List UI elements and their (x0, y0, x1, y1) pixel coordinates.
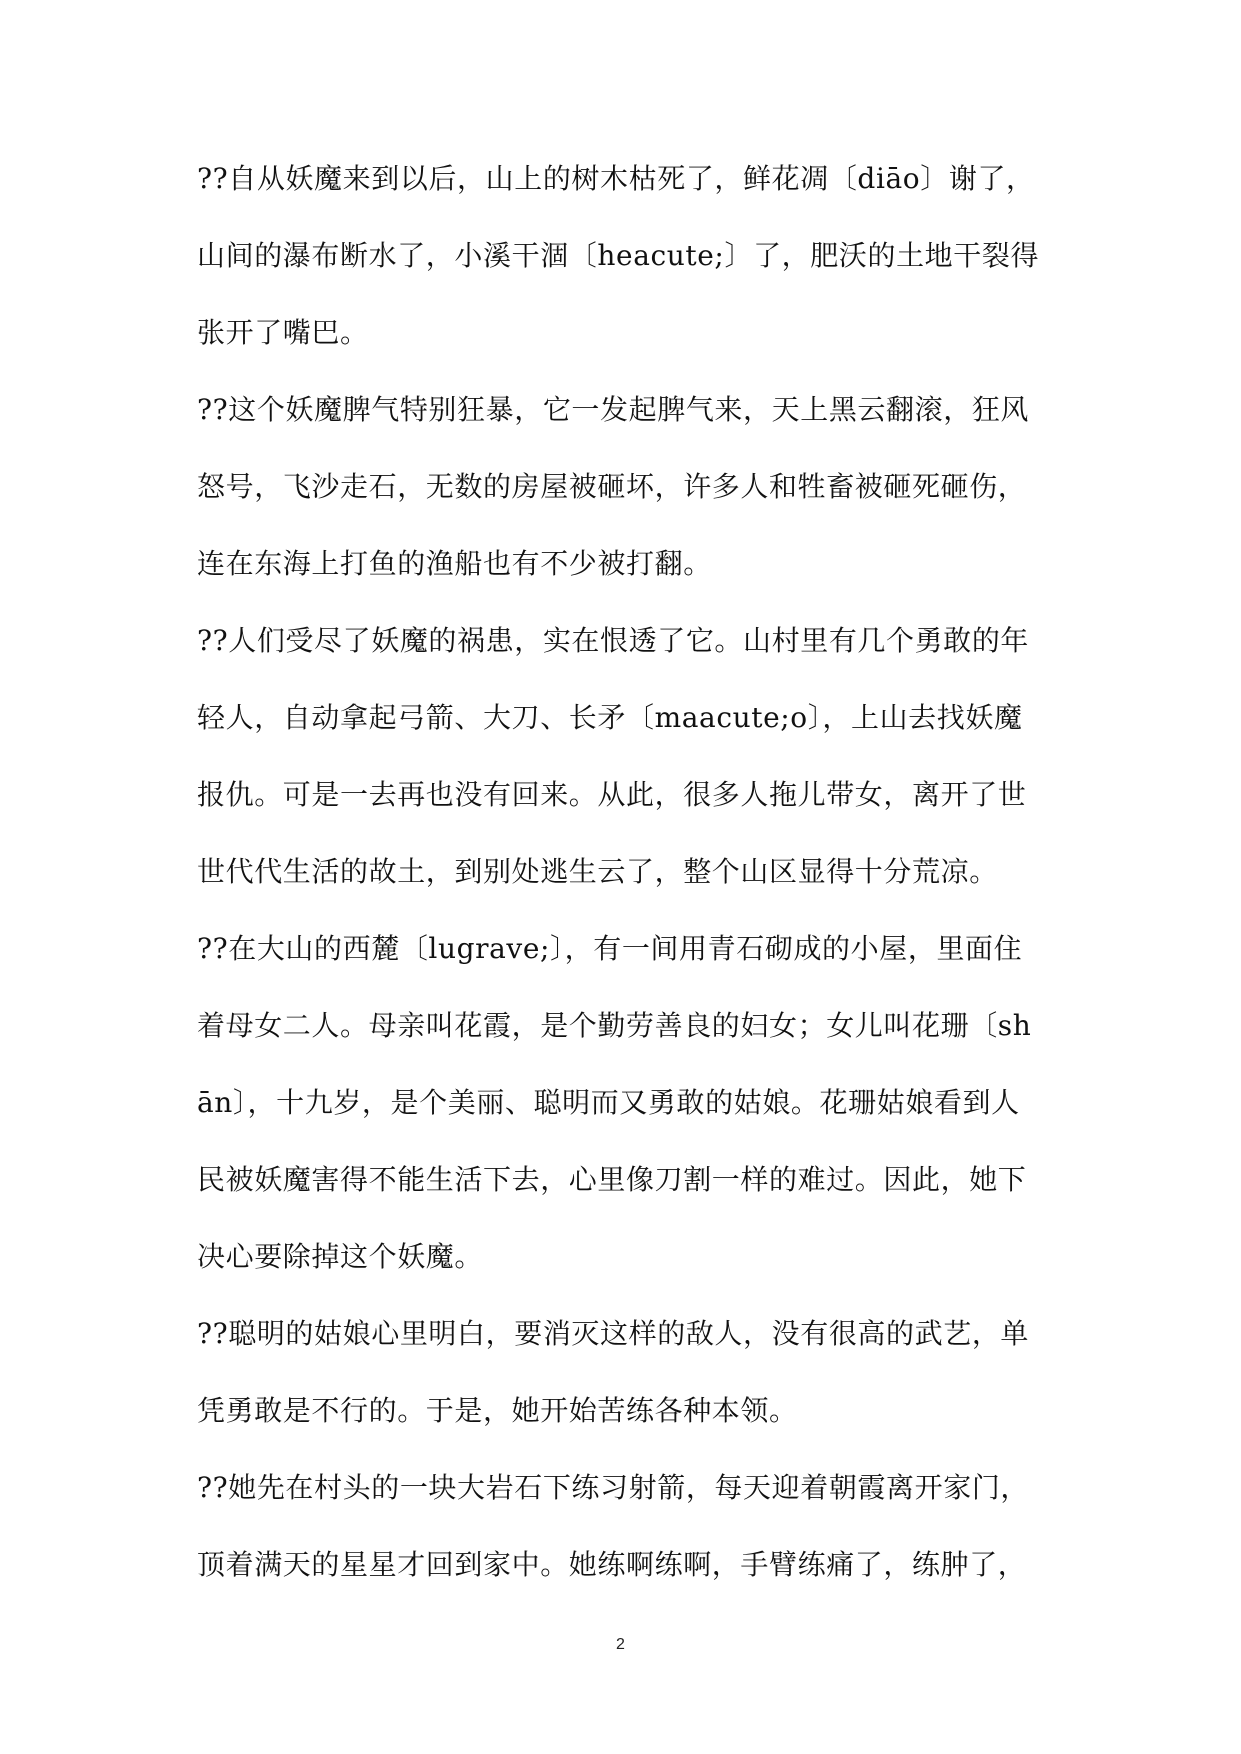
text-line: 轻人，自动拿起弓箭、大刀、长矛〔maacute;o〕，上山去找妖魔 (197, 701, 1023, 734)
text-line: 张开了嘴巴。 (197, 316, 369, 349)
text-line: ??她先在村头的一块大岩石下练习射箭，每天迎着朝霞离开家门， (197, 1471, 1030, 1504)
text-line: ??聪明的姑娘心里明白，要消灭这样的敌人，没有很高的武艺，单 (197, 1317, 1030, 1350)
text-line: ??在大山的西麓〔lugrave;〕，有一间用青石砌成的小屋，里面住 (197, 932, 1023, 965)
text-line: ??这个妖魔脾气特别狂暴，它一发起脾气来，天上黑云翻滚，狂风 (197, 393, 1030, 426)
text-line: ān〕，十九岁，是个美丽、聪明而又勇敢的姑娘。花珊姑娘看到人 (197, 1086, 1020, 1119)
text-line: 报仇。可是一去再也没有回来。从此，很多人拖儿带女，离开了世 (197, 778, 1027, 811)
text-line: 民被妖魔害得不能生活下去，心里像刀割一样的难过。因此，她下 (197, 1163, 1027, 1196)
text-line: 怒号，飞沙走石，无数的房屋被砸坏，许多人和牲畜被砸死砸伤， (197, 470, 1027, 503)
text-line: 世代代生活的故土，到别处逃生云了，整个山区显得十分荒凉。 (197, 855, 998, 888)
text-line: 顶着满天的星星才回到家中。她练啊练啊，手臂练痛了，练肿了， (197, 1548, 1027, 1581)
page-number: 2 (616, 1636, 625, 1653)
text-line: ??自从妖魔来到以后，山上的树木枯死了，鲜花凋〔diāo〕谢了， (197, 162, 1035, 195)
text-line: 山间的瀑布断水了，小溪干涸〔heacute;〕了，肥沃的土地干裂得 (197, 239, 1040, 272)
text-line: 决心要除掉这个妖魔。 (197, 1240, 484, 1273)
text-line: 着母女二人。母亲叫花霞，是个勤劳善良的妇女；女儿叫花珊〔sh (197, 1009, 1032, 1042)
text-line: ??人们受尽了妖魔的祸患，实在恨透了它。山村里有几个勇敢的年 (197, 624, 1030, 657)
text-line: 凭勇敢是不行的。于是，她开始苦练各种本领。 (197, 1394, 798, 1427)
text-line: 连在东海上打鱼的渔船也有不少被打翻。 (197, 547, 712, 580)
page-body (197, 140, 1057, 1603)
